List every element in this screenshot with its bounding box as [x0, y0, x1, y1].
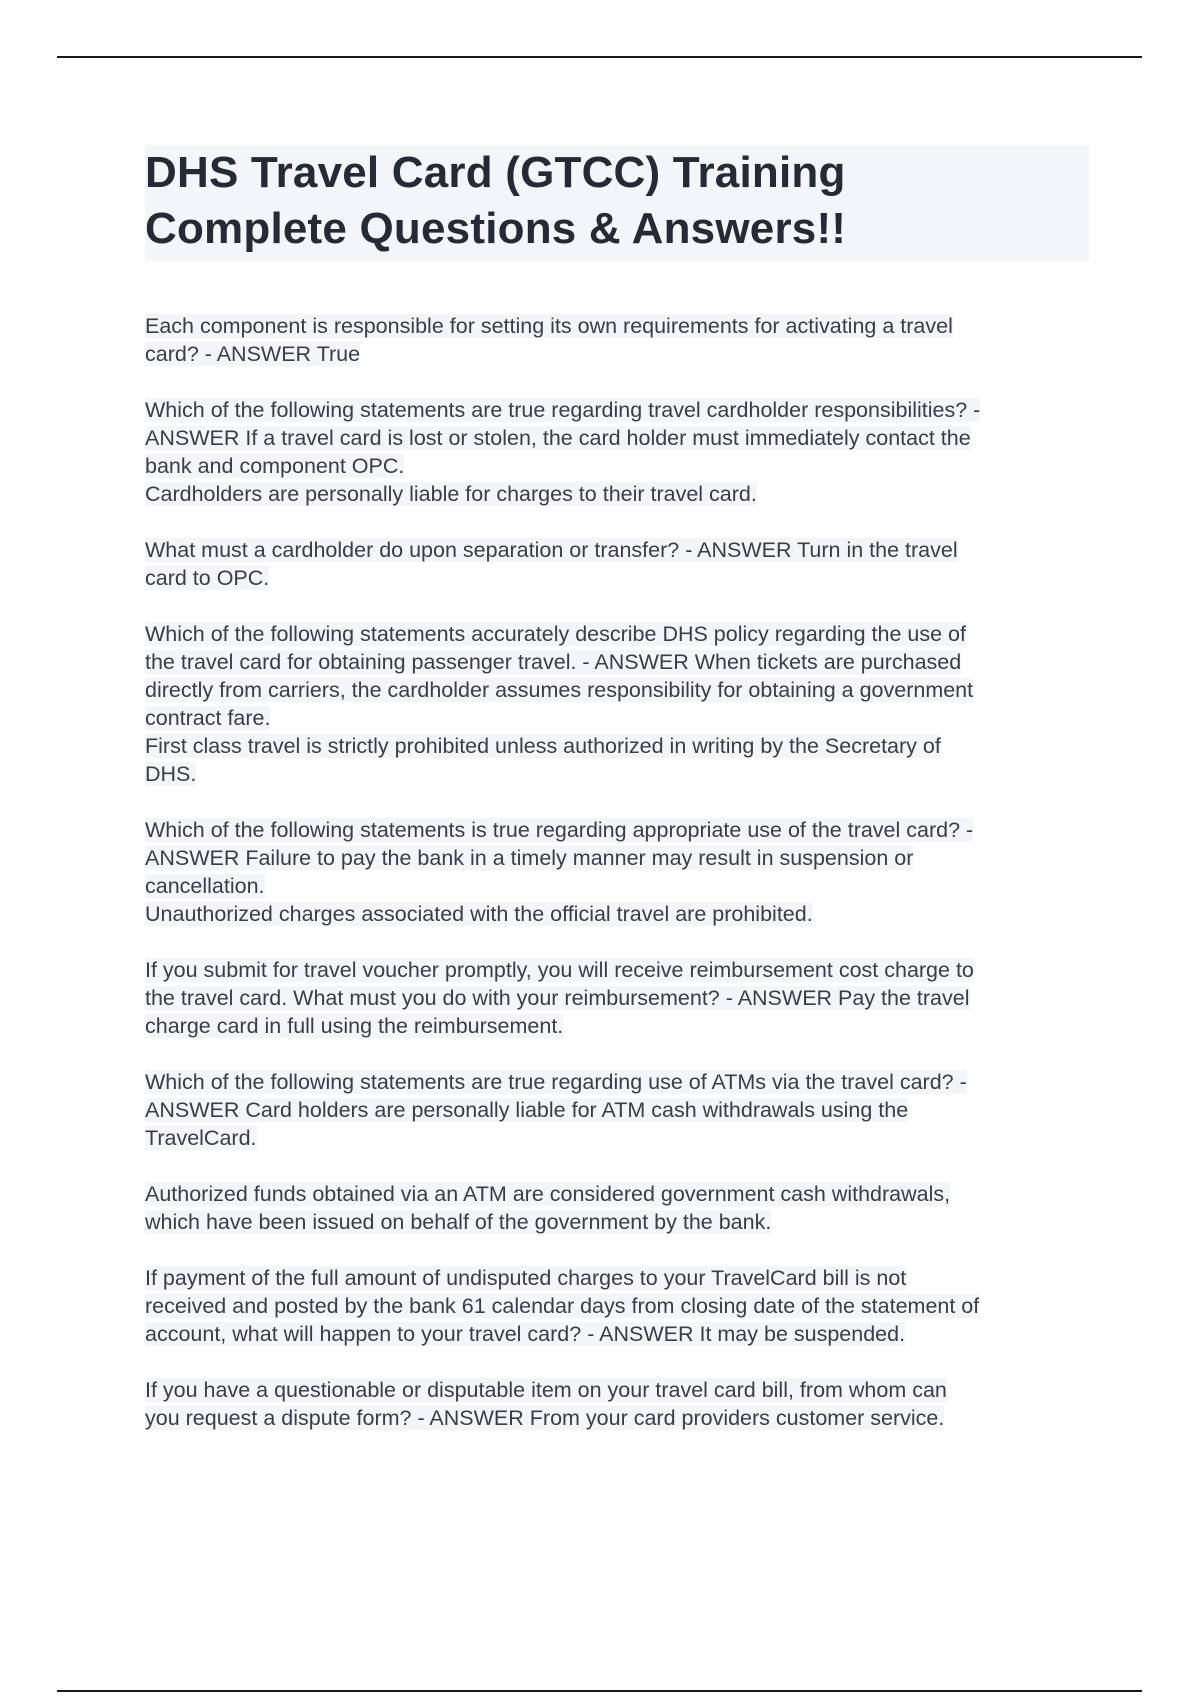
text-line: card to OPC.	[145, 566, 270, 590]
title-line: Complete Questions & Answers!!	[145, 204, 847, 253]
title-line: DHS Travel Card (GTCC) Training	[145, 148, 846, 197]
qa-list	[145, 312, 1095, 1460]
text-line: ANSWER Card holders are personally liable for ATM cash withdrawals using the	[145, 1098, 909, 1122]
text-line: Unauthorized charges associated with the official travel are prohibited.	[145, 902, 813, 926]
text-line: received and posted by the bank 61 calendar days from closing date of the statement of	[145, 1294, 980, 1318]
text-line: DHS.	[145, 762, 197, 786]
text-line: First class travel is strictly prohibited unless authorized in writing by the Secretary of	[145, 734, 941, 758]
bottom-divider	[57, 1690, 1142, 1692]
text-line: ANSWER Failure to pay the bank in a timely manner may result in suspension or	[145, 846, 914, 870]
qa-item	[145, 1068, 1095, 1152]
document-title	[145, 145, 1089, 261]
top-divider	[57, 56, 1142, 58]
text-line: Which of the following statements accurately describe DHS policy regarding the use of	[145, 622, 966, 646]
qa-item	[145, 1264, 1095, 1348]
qa-item	[145, 1376, 1095, 1432]
text-line: cancellation.	[145, 874, 265, 898]
qa-item	[145, 956, 1095, 1040]
text-line: directly from carriers, the cardholder assumes responsibility for obtaining a government	[145, 678, 974, 702]
qa-item	[145, 1180, 1095, 1236]
text-line: Which of the following statements are true regarding travel cardholder responsibilities? -	[145, 398, 981, 422]
text-line: the travel card. What must you do with your reimbursement? - ANSWER Pay the travel	[145, 986, 970, 1010]
qa-item	[145, 312, 1095, 368]
text-line: the travel card for obtaining passenger travel. - ANSWER When tickets are purchased	[145, 650, 962, 674]
text-line: Authorized funds obtained via an ATM are considered government cash withdrawals,	[145, 1182, 951, 1206]
text-line: If payment of the full amount of undisputed charges to your TravelCard bill is not	[145, 1266, 907, 1290]
text-line: contract fare.	[145, 706, 271, 730]
qa-item	[145, 816, 1095, 928]
text-line: bank and component OPC.	[145, 454, 405, 478]
text-line: What must a cardholder do upon separation or transfer? - ANSWER Turn in the travel	[145, 538, 958, 562]
text-line: which have been issued on behalf of the government by the bank.	[145, 1210, 772, 1234]
qa-item	[145, 396, 1095, 508]
text-line: Cardholders are personally liable for charges to their travel card.	[145, 482, 757, 506]
text-line: Which of the following statements is true regarding appropriate use of the travel card? -	[145, 818, 974, 842]
text-line: If you have a questionable or disputable item on your travel card bill, from whom can	[145, 1378, 947, 1402]
text-line: ANSWER If a travel card is lost or stolen, the card holder must immediately contact the	[145, 426, 971, 450]
text-line: account, what will happen to your travel card? - ANSWER It may be suspended.	[145, 1322, 906, 1346]
text-line: Each component is responsible for setting its own requirements for activating a travel	[145, 314, 953, 338]
text-line: If you submit for travel voucher promptly, you will receive reimbursement cost charge to	[145, 958, 974, 982]
text-line: charge card in full using the reimbursement.	[145, 1014, 564, 1038]
text-line: TravelCard.	[145, 1126, 257, 1150]
text-line: card? - ANSWER True	[145, 342, 361, 366]
text-line: Which of the following statements are true regarding use of ATMs via the travel card? -	[145, 1070, 967, 1094]
qa-item	[145, 620, 1095, 788]
text-line: you request a dispute form? - ANSWER From your card providers customer service.	[145, 1406, 945, 1430]
qa-item	[145, 536, 1095, 592]
